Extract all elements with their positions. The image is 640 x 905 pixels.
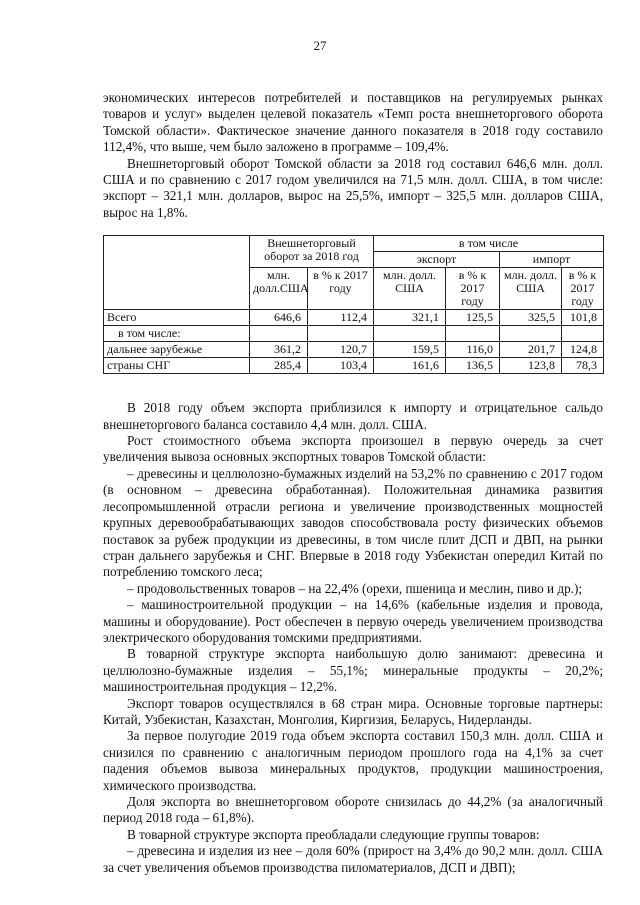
table-cell: 101,8 — [562, 310, 604, 326]
text-block-before-table — [103, 90, 603, 221]
table-cell: 103,4 — [308, 358, 374, 374]
paragraph: – продовольственных товаров – на 22,4% (орехи, пшеница и меслин, пиво и др.); — [127, 580, 583, 596]
row-label: дальнее зарубежье — [104, 342, 250, 358]
table-cell: 112,4 — [308, 310, 374, 326]
paragraph: Рост стоимостного объема экспорта произошел в первую очередь за счет увеличения вывоза основных экспортных товаров Томской области: — [103, 433, 603, 465]
paragraph: В 2018 году объем экспорта приблизился к импорту и отрицательное сальдо внешнеторгового баланса составило 4,4 млн. долл. США. — [103, 400, 603, 432]
table-cell — [374, 326, 446, 342]
table-cell: 123,8 — [500, 358, 562, 374]
table-cell: 161,6 — [374, 358, 446, 374]
table-cell: 125,5 — [446, 310, 500, 326]
table-cell: 646,6 — [250, 310, 308, 326]
document-body — [103, 90, 603, 876]
page-number: 27 — [313, 38, 327, 53]
subheader-export-mln: млн. долл. США — [374, 268, 446, 310]
table-cell: 159,5 — [374, 342, 446, 358]
table-cell: 285,4 — [250, 358, 308, 374]
table-header-row-1 — [104, 236, 604, 252]
subheader-import-mln: млн. долл. США — [500, 268, 562, 310]
paragraph: Доля экспорта во внешнеторговом обороте снизилась до 44,2% (за аналогичный период 2018 года – 61,8%). — [103, 794, 603, 826]
table-body — [104, 310, 604, 374]
header-export: экспорт — [374, 252, 500, 268]
table-row — [104, 326, 604, 342]
table-cell — [500, 326, 562, 342]
paragraph: экономических интересов потребителей и поставщиков на регулируемых рынках товаров и услуг» выделен целевой показатель «Темп роста внешнеторгового оборота Томской области». Фактическое значение данного показателя в 2018 году составило 112,4%, что выше, чем было заложено в программе – 109,4%. — [103, 90, 603, 155]
table-cell: 124,8 — [562, 342, 604, 358]
row-label: страны СНГ — [104, 358, 250, 374]
row-label: Всего — [104, 310, 250, 326]
table-cell: 116,0 — [446, 342, 500, 358]
paragraph: За первое полугодие 2019 года объем экспорта составил 150,3 млн. долл. США и снизился по сравнению с аналогичным периодом прошлого года на 4,1% за счет падения объемов вывоза минеральных продуктов, продукции машиностроения, химического производства. — [103, 728, 603, 793]
table-corner-cell — [104, 236, 250, 310]
paragraph: – древесины и целлюлозно-бумажных изделий на 53,2% по сравнению с 2017 годом (в основном – древесина обработанная). Положительная динамика развития лесопромышленной отрасли региона и увеличение производственных мощностей крупных деревообрабатывающих заводов способствовала росту физических объемов поставок за рубеж продукции из древесины, в том числе плит ДСП и ДВП, на рынки стран дальнего зарубежья и СНГ. Впервые в 2018 году Узбекистан опередил Китай по потреблению томского леса; — [103, 465, 603, 580]
header-import: импорт — [500, 252, 604, 268]
table-cell: 136,5 — [446, 358, 500, 374]
table-row — [104, 342, 604, 358]
subheader-import-pct: в % к 2017 году — [562, 268, 604, 310]
paragraph: В товарной структуре экспорта преобладали следующие группы товаров: — [127, 826, 540, 842]
table-cell — [446, 326, 500, 342]
paragraph: В товарной структуре экспорта наибольшую долю занимают: древесина и целлюлозно-бумажные изделия – 55,1%; минеральные продукты – 20,2%; машиностроительная продукция – 12,2%. — [103, 646, 603, 695]
row-label: в том числе: — [104, 326, 250, 342]
table-cell: 201,7 — [500, 342, 562, 358]
paragraph: Экспорт товаров осуществлялся в 68 стран мира. Основные торговые партнеры: Китай, Узбекистан, Казахстан, Монголия, Киргизия, Беларусь, Нидерланды. — [103, 695, 603, 727]
table-cell — [308, 326, 374, 342]
trade-turnover-table — [103, 235, 604, 374]
table-cell: 325,5 — [500, 310, 562, 326]
table-cell — [562, 326, 604, 342]
table-cell: 321,1 — [374, 310, 446, 326]
paragraph: – древесина и изделия из нее – доля 60% (прирост на 3,4% до 90,2 млн. долл. США за счет увеличения объемов производства пиломатериалов, ДСП и ДВП); — [103, 843, 603, 875]
table-cell — [250, 326, 308, 342]
header-including: в том числе — [374, 236, 604, 252]
table-cell: 120,7 — [308, 342, 374, 358]
paragraph: – машиностроительной продукции – на 14,6% (кабельные изделия и провода, машины и оборудование). Рост обеспечен в первую очередь увеличением производства электрического оборудования томскими предприятиями. — [103, 597, 603, 645]
subheader-turnover-pct: в % к 2017 году — [308, 268, 374, 310]
text-block-after-table — [103, 400, 603, 876]
paragraph: Внешнеторговый оборот Томской области за 2018 год составил 646,6 млн. долл. США и по сравнению с 2017 годом увеличился на 71,5 млн. долл. США, в том числе: экспорт – 321,1 млн. долларов, вырос на 25,5%, импорт – 325,5 млн. долларов США, вырос на 1,8%. — [103, 155, 603, 220]
table-row — [104, 358, 604, 374]
subheader-turnover-mln: млн. долл.США — [250, 268, 308, 310]
table-row — [104, 310, 604, 326]
table-cell: 361,2 — [250, 342, 308, 358]
header-turnover: Внешнеторговый оборот за 2018 год — [250, 236, 374, 268]
table-cell: 78,3 — [562, 358, 604, 374]
subheader-export-pct: в % к 2017 году — [446, 268, 500, 310]
